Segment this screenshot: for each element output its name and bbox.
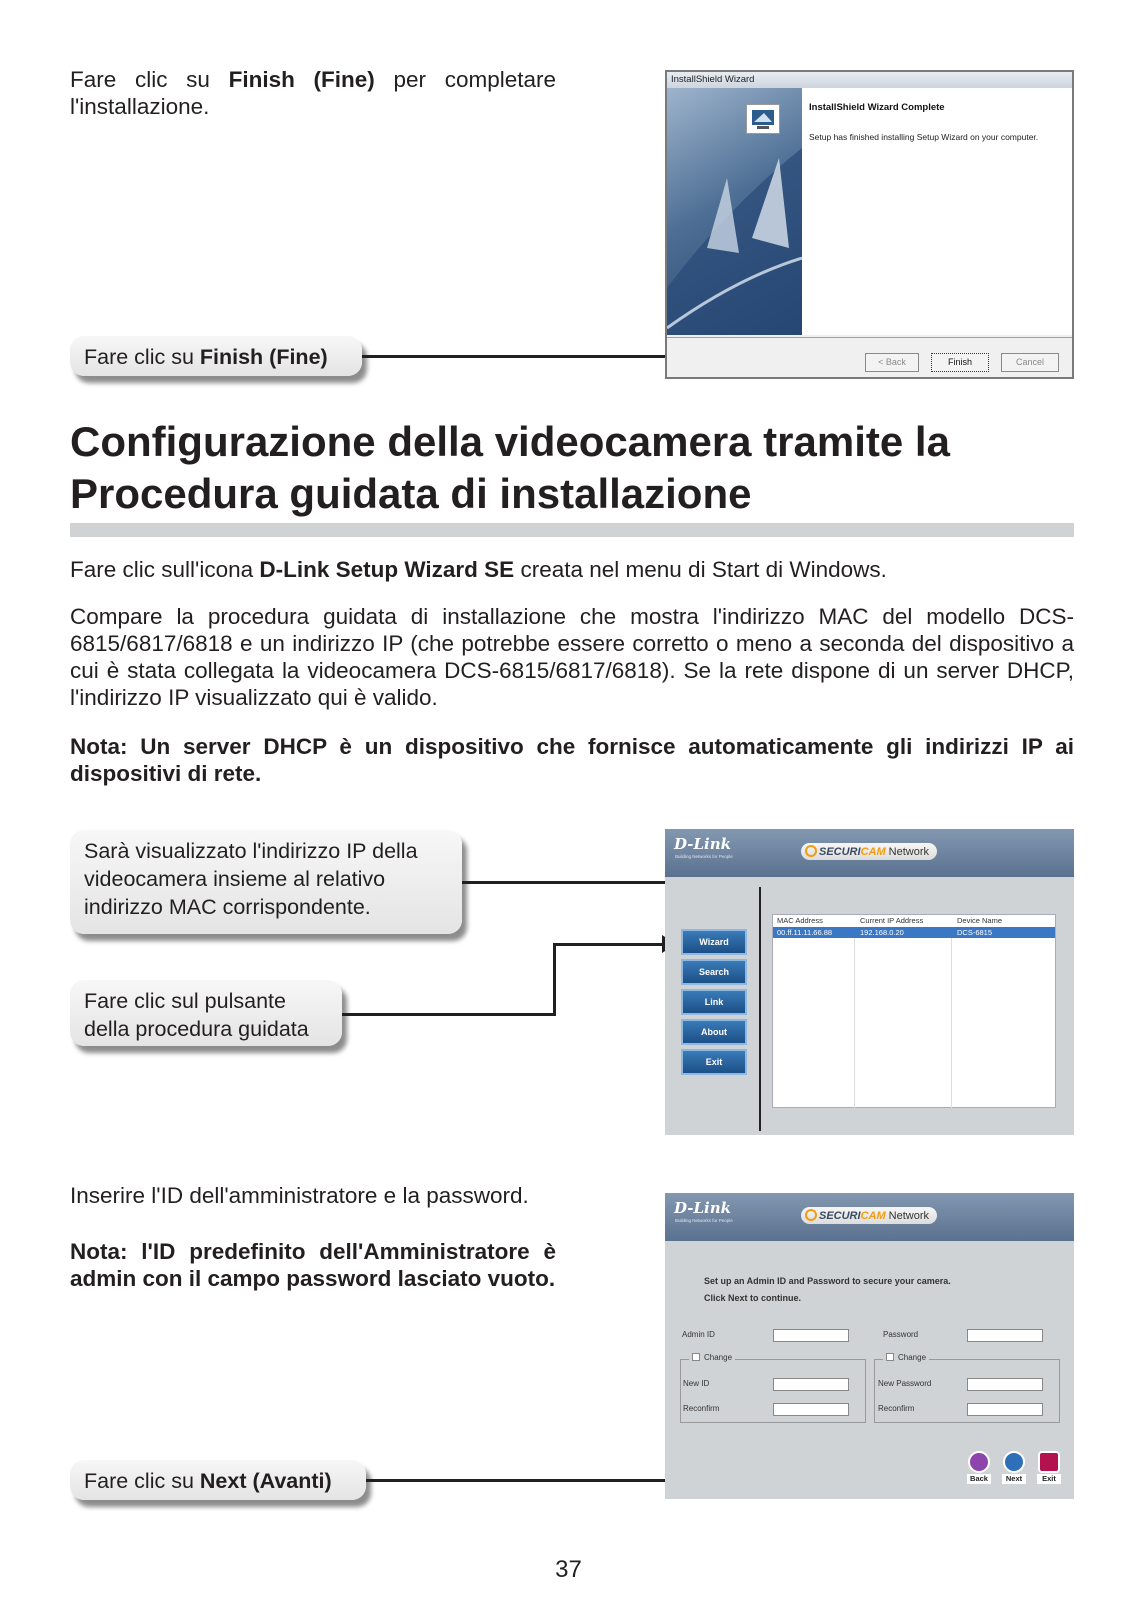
page-number: 37 [555, 1556, 582, 1583]
table-grid-line [854, 938, 855, 1108]
link-button[interactable]: Link [681, 989, 747, 1015]
exit-icon [1038, 1451, 1060, 1473]
installshield-message: Setup has finished installing Setup Wizard on your computer. [809, 132, 1039, 142]
securicam-logo: SECURICAM Network [801, 843, 937, 860]
change-password-checkbox[interactable]: Change [883, 1353, 929, 1362]
password-input[interactable] [967, 1329, 1043, 1342]
column-mac: MAC Address [777, 916, 823, 925]
admin-id-input[interactable] [773, 1329, 849, 1342]
wizard-arrow-line-h1 [342, 1013, 556, 1016]
wizard-callout: Fare clic sul pulsante della procedura guidata [70, 980, 342, 1046]
dlink-logo: D-Link [674, 1199, 732, 1217]
admin-nav-bar [665, 1451, 1074, 1499]
cancel-button[interactable]: Cancel [1001, 353, 1059, 372]
dlink-search-screen [665, 829, 1074, 1135]
reconfirm-id-label: Reconfirm [683, 1404, 720, 1413]
dlink-header [665, 829, 1074, 877]
securicam-logo: SECURICAM Network [801, 1207, 937, 1224]
new-password-input[interactable] [967, 1378, 1043, 1391]
installshield-title: InstallShield Wizard [667, 72, 1072, 88]
admin-id-label: Admin ID [682, 1330, 715, 1339]
dlink-header [665, 1193, 1074, 1241]
password-label: Password [883, 1330, 919, 1339]
new-id-input[interactable] [773, 1378, 849, 1391]
device-table[interactable] [772, 914, 1056, 1108]
cell-mac: 00.ff.11.11.66.88 [777, 928, 833, 937]
new-password-label: New Password [878, 1379, 932, 1388]
back-arrow-icon [968, 1451, 990, 1473]
wizard-arrow-line-v [553, 943, 556, 1016]
finish-instruction: Fare clic su Finish (Fine) per completare l'installazione. [70, 67, 557, 119]
next-arrow-icon [1003, 1451, 1025, 1473]
note-dhcp: Nota: Un server DHCP è un dispositivo che fornisce automaticamente gli indirizzi IP ai dispositivi di rete. [70, 734, 1074, 786]
about-button[interactable]: About [681, 1019, 747, 1045]
back-button[interactable]: < Back [865, 353, 919, 372]
admin-instruction: Inserire l'ID dell'amministratore e la password. [70, 1183, 529, 1208]
installshield-computer-icon [746, 104, 780, 134]
dlink-tagline: Building Networks for People [675, 854, 733, 859]
dlink-tagline: Building Networks for People [675, 1218, 733, 1223]
table-grid-line [951, 938, 952, 1108]
column-device: Device Name [957, 916, 1003, 925]
next-callout: Fare clic su Next (Avanti) [70, 1460, 366, 1500]
dlink-logo: D-Link [674, 835, 732, 853]
exit-button[interactable]: Exit [681, 1049, 747, 1075]
new-id-label: New ID [683, 1379, 710, 1388]
installshield-banner [667, 88, 802, 335]
reconfirm-password-input[interactable] [967, 1403, 1043, 1416]
wizard-arrow-line-h2 [553, 943, 664, 946]
installshield-heading: InstallShield Wizard Complete [809, 102, 945, 113]
cell-device: DCS-6815 [957, 928, 993, 937]
next-nav-button[interactable]: Next [1002, 1451, 1026, 1485]
back-nav-button[interactable]: Back [967, 1451, 991, 1485]
column-ip: Current IP Address [860, 916, 924, 925]
finish-button[interactable]: Finish [931, 353, 989, 372]
wizard-wave-graphic [667, 88, 802, 335]
lock-icon [805, 845, 817, 857]
reconfirm-id-input[interactable] [773, 1403, 849, 1416]
finish-callout: Fare clic su Finish (Fine) [70, 336, 362, 376]
heading-rule [70, 523, 1074, 537]
admin-setup-line2: Click Next to continue. [704, 1293, 802, 1303]
installshield-content [802, 88, 1072, 335]
installshield-divider [667, 337, 1072, 338]
ip-mac-callout: Sarà visualizzato l'indirizzo IP della videocamera insieme al relativo indirizzo MAC corrispondente. [70, 830, 462, 934]
page-title [70, 416, 1070, 520]
page-title-line1: Configurazione della videocamera tramite la [70, 418, 950, 465]
dlink-admin-screen [665, 1193, 1074, 1499]
paragraph-mac-ip: Compare la procedura guidata di installazione che mostra l'indirizzo MAC del modello DCS-6815/6817/6818 e un indirizzo IP (che potrebbe essere corretto o meno a seconda del dispositivo a cui è stata collegata la videocamera DCS-6815/6817/6818). Se la rete dispone di un server DHCP, l'indirizzo IP visualizzato qui è valido. [70, 604, 1074, 710]
paragraph-setup-wizard: Fare clic sull'icona D-Link Setup Wizard SE creata nel menu di Start di Windows. [70, 557, 887, 582]
note-admin-default: Nota: l'ID predefinito dell'Amministratore è admin con il campo password lasciato vuoto. [70, 1239, 556, 1291]
dlink-divider [759, 887, 761, 1131]
reconfirm-password-label: Reconfirm [878, 1404, 915, 1413]
admin-setup-line1: Set up an Admin ID and Password to secure your camera. [704, 1276, 951, 1286]
search-button[interactable]: Search [681, 959, 747, 985]
exit-nav-button[interactable]: Exit [1037, 1451, 1061, 1485]
page-title-line2: Procedura guidata di installazione [70, 470, 752, 517]
wizard-button[interactable]: Wizard [681, 929, 747, 955]
change-id-checkbox[interactable]: Change [689, 1353, 735, 1362]
installshield-window [665, 70, 1074, 379]
lock-icon [805, 1209, 817, 1221]
cell-ip: 192.168.0.20 [860, 928, 904, 937]
